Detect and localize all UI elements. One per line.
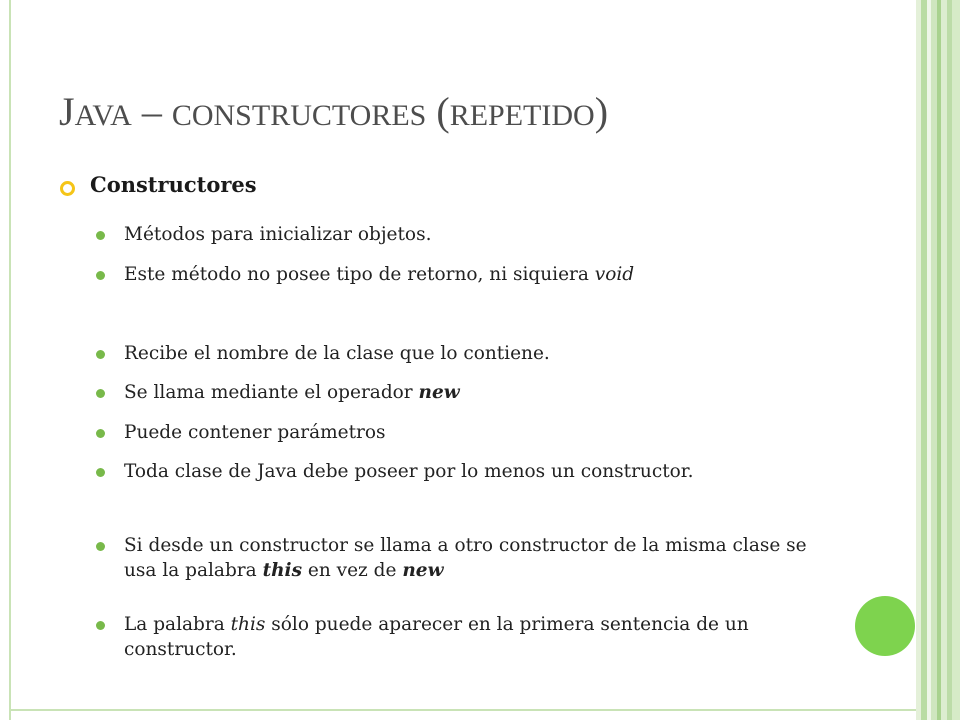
heading-constructores [60, 172, 257, 197]
bullet-dot-icon [96, 542, 105, 551]
bullet-dot-icon [96, 468, 105, 477]
bullet-item [104, 341, 824, 366]
slide-frame-left [9, 0, 11, 720]
title-part: AVA [74, 99, 132, 132]
bullet-text-part: Recibe el nombre de la clase que lo contiene. [124, 343, 550, 364]
bullet-item [104, 262, 824, 287]
bullet-item [104, 222, 824, 247]
bullet-dot-icon [96, 389, 105, 398]
bullet-text [104, 341, 824, 366]
bullet-item [104, 459, 824, 484]
bullet-text-part: void [594, 264, 635, 285]
bullet-text-part: en vez de [302, 560, 403, 581]
bullet-text-part: this [262, 560, 303, 581]
bullet-text-part: Si desde un constructor se llama a otro constructor de la misma clase se usa la palabra [124, 535, 807, 581]
slide-title [59, 89, 609, 134]
heading-text: Constructores [90, 172, 257, 197]
ring-bullet-icon [60, 181, 75, 196]
bullet-dot-icon [96, 231, 105, 240]
bullet-dot-icon [96, 621, 105, 630]
bullet-text-part: new [418, 382, 460, 403]
title-part: REPETIDO [449, 99, 595, 132]
bullet-text [104, 533, 824, 583]
title-part: J [59, 89, 75, 134]
bullet-text-part: Métodos para inicializar objetos. [124, 224, 432, 245]
bullet-text [104, 380, 824, 405]
bullet-text [104, 420, 824, 445]
bullet-item [104, 380, 824, 405]
bullet-text [104, 459, 824, 484]
decorative-green-circle [855, 596, 915, 656]
title-part: CONSTRUCTORES [171, 99, 427, 132]
bullet-text-part: sólo puede aparecer en la primera sentencia de un constructor. [124, 614, 749, 660]
bullet-text-part: La palabra [124, 614, 231, 635]
title-part: ) [594, 89, 609, 134]
title-part: ( [426, 89, 450, 134]
right-decorative-stripes [916, 0, 960, 720]
bullet-dot-icon [96, 350, 105, 359]
slide-frame-bottom [9, 709, 922, 711]
bullet-text [104, 612, 824, 662]
bullet-text-part: Se llama mediante el operador [124, 382, 419, 403]
bullet-text-part: new [402, 560, 444, 581]
bullet-item [104, 420, 824, 445]
bullet-dot-icon [96, 271, 105, 280]
bullet-text [104, 262, 824, 287]
title-part: – [131, 89, 172, 134]
bullet-text-part: Este método no posee tipo de retorno, ni siquiera [124, 264, 595, 285]
bullet-text-part: Puede contener parámetros [124, 422, 386, 443]
bullet-text [104, 222, 824, 247]
bullet-dot-icon [96, 429, 105, 438]
bullet-item [104, 612, 824, 662]
bullet-item [104, 533, 824, 583]
bullet-text-part: Toda clase de Java debe poseer por lo menos un constructor. [124, 461, 694, 482]
bullet-text-part: this [230, 614, 266, 635]
